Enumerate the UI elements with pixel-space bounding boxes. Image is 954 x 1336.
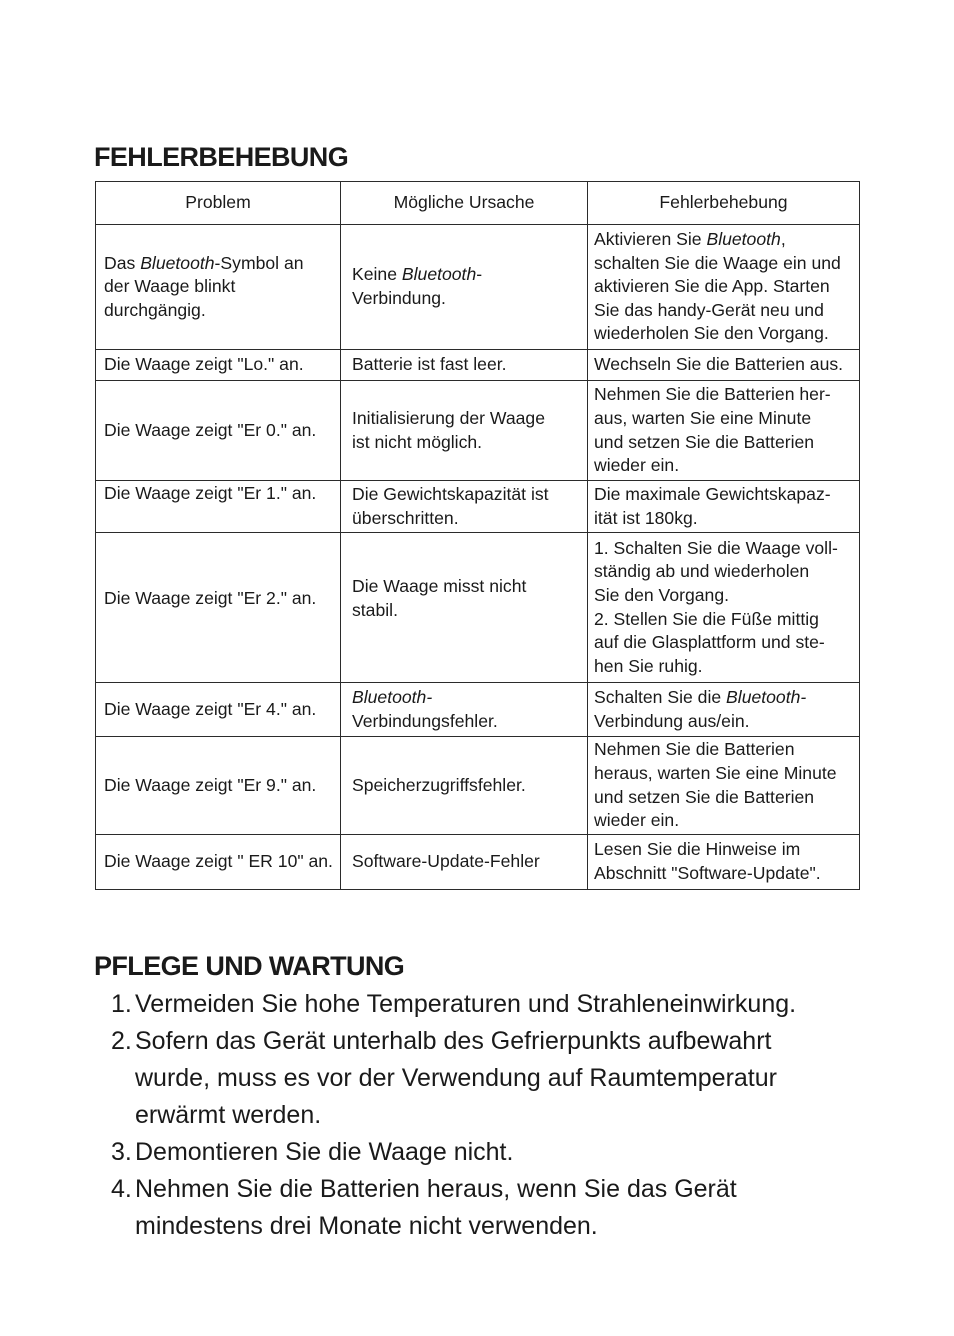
list-item-text: Nehmen Sie die Batterien heraus, wenn Sie das Gerät mindestens drei Monate nicht verwenden. [135,1175,737,1240]
cell-text: 1. Schalten Sie die Waage voll- ständig ab und wiederholen Sie den Vorgang. 2. Stellen Sie die Füße mittig auf die Glasplattform und ste- hen Sie ruhig. [594,537,838,676]
cell-text: Die maximale Gewichtskapaz- ität ist 180kg. [594,483,831,528]
cell-text: Nehmen Sie die Batterien her- aus, warten Sie eine Minute und setzen Sie die Batterien wieder ein. [594,384,831,476]
cell-text: Nehmen Sie die Batterien heraus, warten Sie eine Minute und setzen Sie die Batterien wieder ein. [594,739,837,831]
cell-text: Die Waage misst nicht stabil. [352,575,527,620]
cell-cause [341,225,588,350]
cell-problem [96,225,341,350]
table-row [96,381,860,481]
cell-text: Die Waage zeigt " ER 10" an. [104,851,333,872]
table-row [96,350,860,381]
header-problem: Problem [96,182,341,225]
cell-text: Die Waage zeigt "Er 0." an. [104,419,317,440]
cell-text: Die Waage zeigt "Er 4." an. [104,698,317,719]
cell-solution [588,225,860,350]
list-item [111,986,796,1023]
table-row [96,835,860,890]
list-item-text: Sofern das Gerät unterhalb des Gefrierpunkts aufbewahrt wurde, muss es vor der Verwendung auf Raumtemperatur erwärmt werden. [135,1027,777,1129]
bluetooth-term: Bluetooth- [726,686,807,707]
cell-problem [96,481,341,533]
cell-text: Lesen Sie die Hinweise im Abschnitt "Software-Update". [594,839,821,883]
cell-text: Keine [352,264,402,285]
care-title: PFLEGE UND WARTUNG [94,951,405,981]
cell-problem [96,835,341,890]
list-item-text: Vermeiden Sie hohe Temperaturen und Strahleneinwirkung. [135,990,797,1018]
cell-cause [341,737,588,835]
cell-problem [96,737,341,835]
cell-text: Verbindung aus/ein. [594,710,750,731]
cell-cause [341,835,588,890]
bluetooth-term: Bluetooth [401,264,477,285]
header-cause: Mögliche Ursache [341,182,588,225]
cell-solution [588,533,860,683]
cell-text: - Verbindung. [352,264,483,308]
bluetooth-term: Bluetooth- [352,686,433,707]
cell-text: Aktivieren Sie [594,229,707,250]
cell-cause [341,481,588,533]
cell-text: Speicherzugriffsfehler. [352,774,526,795]
cell-text: Software-Update-Fehler [352,851,540,872]
list-item-text: Demontieren Sie die Waage nicht. [135,1138,514,1166]
troubleshooting-title: FEHLERBEHEBUNG [94,142,349,172]
list-item-number: 3. [111,1138,132,1166]
cell-text: Die Waage zeigt "Er 2." an. [104,587,317,608]
cell-solution [588,350,860,381]
table-row [96,737,860,835]
bluetooth-term: Bluetooth [706,229,781,250]
list-item-number: 2. [111,1027,132,1055]
cell-text: Batterie ist fast leer. [352,354,507,375]
list-item [111,1171,796,1245]
list-item-number: 4. [111,1175,132,1203]
table-row [96,533,860,683]
cell-text: Die Waage zeigt "Er 9." an. [104,774,317,795]
cell-cause [341,381,588,481]
care-list [111,986,796,1245]
cell-solution [588,683,860,737]
header-solution: Fehlerbehebung [588,182,860,225]
cell-cause [341,533,588,683]
cell-text: Wechseln Sie die Batterien aus. [594,354,844,375]
cell-text: Die Waage zeigt "Er 1." an. [104,483,317,503]
cell-problem [96,350,341,381]
cell-text: , schalten Sie die Waage ein und aktivieren Sie die App. Starten Sie das handy-Gerät neu und wiederholen Sie den Vorgang. [594,229,841,344]
cell-solution [588,381,860,481]
table-row [96,225,860,350]
cell-text: Schalten Sie die [594,686,727,707]
bluetooth-term: Bluetooth [140,252,215,273]
cell-solution [588,835,860,890]
troubleshooting-table [95,181,860,890]
cell-solution [588,481,860,533]
cell-text: Initialisierung der Waage ist nicht möglich. [352,407,545,452]
cell-text: -Symbol an der Waage blinkt durchgängig. [104,252,304,320]
cell-text: Das [104,252,141,273]
cell-text: Die Waage zeigt "Lo." an. [104,354,304,375]
cell-text: Die Gewichtskapazität ist überschritten. [352,483,549,528]
cell-text: Verbindungsfehler. [352,710,498,731]
cell-problem [96,683,341,737]
cell-cause [341,683,588,737]
table-row [96,481,860,533]
cell-solution [588,737,860,835]
cell-cause [341,350,588,381]
list-item [111,1134,796,1171]
list-item-number: 1. [111,990,132,1018]
cell-problem [96,533,341,683]
table-header-row [96,182,860,225]
table-row [96,683,860,737]
list-item [111,1023,796,1134]
cell-problem [96,381,341,481]
